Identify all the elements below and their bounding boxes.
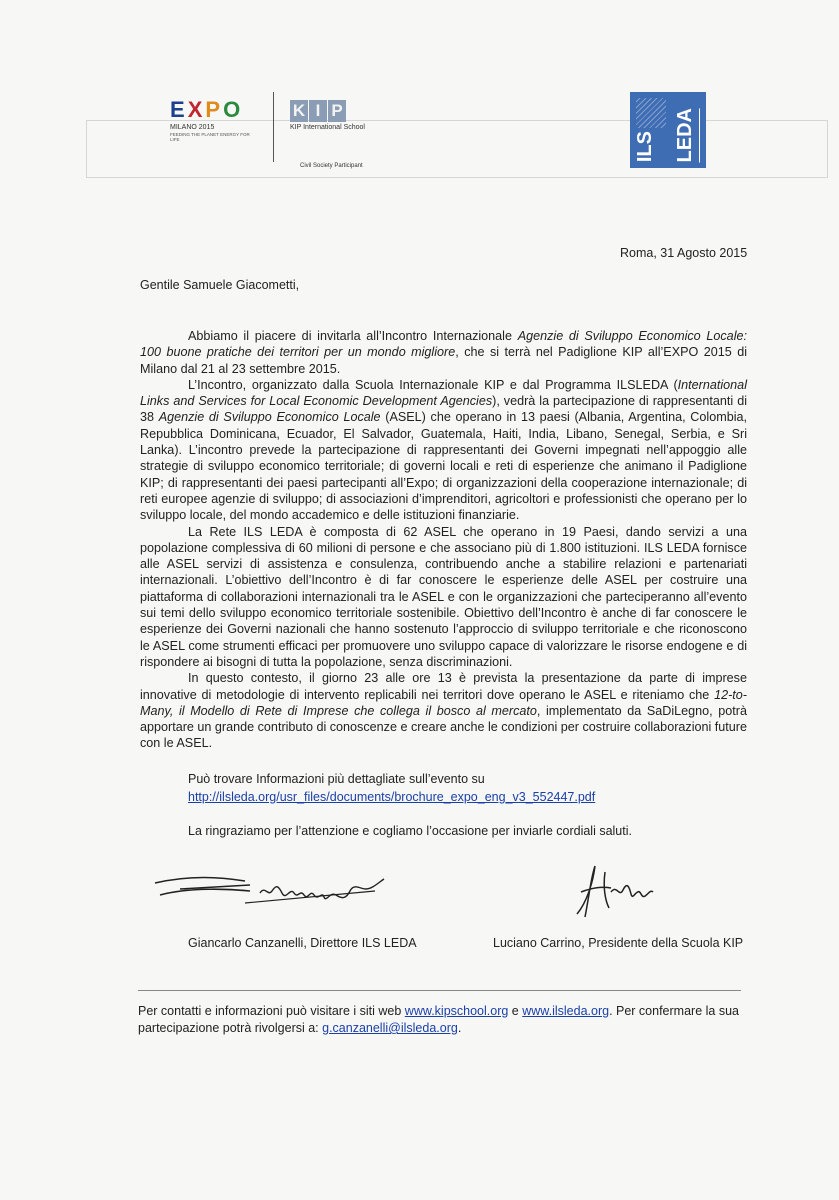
signer-canzanelli: Giancarlo Canzanelli, Direttore ILS LEDA: [188, 936, 417, 950]
expo-letter-x: X: [187, 97, 204, 122]
p4-model-name: 12-to-Many, il Modello di Rete di Imprese che collega il bosco al mercato: [140, 687, 747, 718]
p4-text-a: In questo contesto, il giorno 23 alle ore 13 è prevista la presentazione da parte di imprese innovative di metodologie di intervento replicabili nei territori dove operano le ASEL e riteniamo che: [140, 671, 747, 702]
expo-letter-e: E: [170, 97, 186, 122]
salutation: Gentile Samuele Giacometti,: [140, 278, 300, 292]
ils-leda-logo: [630, 92, 706, 168]
expo-letter-p: P: [205, 97, 222, 122]
info-link-line: [188, 790, 595, 804]
info-text: Può trovare Informazioni più dettagliate sull’evento su: [188, 772, 485, 786]
contact-text-c: . Per confermare la sua partecipazione potrà rivolgersi a:: [138, 1004, 739, 1035]
p2-text-c: ), vedrà la partecipazione di rappresentanti di 38: [140, 394, 747, 425]
expo-city: MILANO 2015: [170, 124, 215, 131]
brochure-link[interactable]: http://ilsleda.org/usr_files/documents/brochure_expo_eng_v3_552447.pdf: [188, 790, 596, 804]
closing-text: La ringraziamo per l’attenzione e cogliamo l’occasione per inviarle cordiali saluti.: [188, 824, 632, 838]
contact-text-d: .: [457, 1021, 462, 1035]
footer-divider: [138, 990, 741, 991]
p2-program-name: International Links and Services for Local Economic Development Agencies: [140, 377, 747, 409]
letter-date: Roma, 31 Agosto 2015: [620, 246, 748, 260]
kip-role: Civil Society Participant: [300, 163, 363, 169]
ilsleda-link[interactable]: www.ilsleda.org: [522, 1004, 610, 1018]
ils-leda-pattern-icon: [636, 98, 666, 128]
ils-text: ILS: [634, 130, 656, 162]
paragraph-3: La Rete ILS LEDA è composta di 62 ASEL che operano in 19 Paesi, dando servizi a una popolazione complessiva di 60 milioni di persone e che associano più di 1.800 istituzioni. ILS LEDA fornisce alle ASEL servizi di assistenza e consulenza, contribuendo anche a stabilire relazioni e partenariati internazionali. L’obiettivo dell’Incontro è di far conoscere le esperienze delle ASEL per costruire una piattaforma di collaborazioni internazionali tra le ASEL e con le organizzazioni che parteciperanno all’evento sui temi dello sviluppo economico territoriale sostenibile. Obiettivo dell’Incontro è anche di far conoscere le esperienze dei Governi nazionali che hanno sostenuto l’approccio di sviluppo territoriale e che riconoscono le ASEL come strumenti efficaci per promuovere uno sviluppo capace di valorizzare le risorse endogene e di rispondere ai bisogni di tutta la popolazione, senza discriminazioni.: [140, 524, 747, 669]
kipschool-link[interactable]: www.kipschool.org: [404, 1004, 509, 1018]
contact-footer: [138, 1003, 748, 1037]
kip-logo: [290, 100, 380, 131]
p4-text-c: , implementato da SaDiLegno, potrà apportare un grande contributo di conoscenze e creare anche le condizioni per costruire collaborazioni future con le ASEL.: [140, 703, 747, 751]
kip-letter-i: I: [309, 100, 327, 122]
expo-logo: [170, 98, 260, 142]
letter-body: [140, 328, 747, 752]
p2-agencies-term: Agenzie di Sviluppo Economico Locale: [158, 410, 381, 425]
signer-carrino: Luciano Carrino, Presidente della Scuola KIP: [493, 936, 744, 950]
p2-text-a: L’Incontro, organizzato dalla Scuola Internazionale KIP e dal Programma ILSLEDA (: [188, 377, 678, 392]
kip-name: KIP International School: [290, 124, 365, 131]
kip-letter-k: K: [290, 100, 308, 122]
contact-text-a: Per contatti e informazioni può visitare i siti web: [138, 1004, 405, 1018]
signature-canzanelli-icon: [150, 865, 410, 915]
contact-text-b: e: [508, 1004, 523, 1018]
email-link[interactable]: g.canzanelli@ilsleda.org: [322, 1021, 458, 1035]
expo-wordmark: [170, 98, 260, 122]
leda-text: LEDA: [674, 108, 700, 162]
p1-event-title: Agenzie di Sviluppo Economico Locale: 100 buone pratiche dei territori per un mondo migliore: [140, 329, 747, 360]
p1-text-c: , che si terrà nel Padiglione KIP all’EXPO 2015 di Milano dal 21 al 23 settembre 2015.: [140, 345, 748, 376]
logo-divider: [273, 92, 274, 162]
paragraph-1: [140, 328, 747, 377]
p1-text-a: Abbiamo il piacere di invitarla all’Incontro Internazionale: [188, 329, 518, 343]
p2-text-e: (ASEL) che operano in 13 paesi (Albania, Argentina, Colombia, Repubblica Dominicana, Ecuador, El Salvador, Guatemala, Haiti, India, Libano, Senegal, Serbia, e Sri Lanka). L’incontro prevede la partecipazione di rappresentanti dei Governi impegnati nell’appoggio alle strategie di sviluppo economico territoriale; di governi locali e reti di esperienze che animano il Padiglione KIP; di rappresentanti dei paesi partecipanti all’Expo; di organizzazioni della cooperazione internazionale; di reti europee agenzie di sviluppo; di associazioni d’imprenditori, agricoltori e professionisti che operano per lo sviluppo locale, del mondo accademico e delle istituzioni finanziarie.: [140, 410, 748, 523]
paragraph-4: [140, 670, 747, 751]
kip-letter-p: P: [328, 100, 346, 122]
paragraph-2: [140, 377, 747, 524]
kip-wordmark: [290, 100, 380, 122]
expo-tagline: FEEDING THE PLANET ENERGY FOR LIFE: [170, 132, 250, 142]
expo-letter-o: O: [223, 97, 242, 122]
signature-carrino-icon: [565, 862, 675, 922]
